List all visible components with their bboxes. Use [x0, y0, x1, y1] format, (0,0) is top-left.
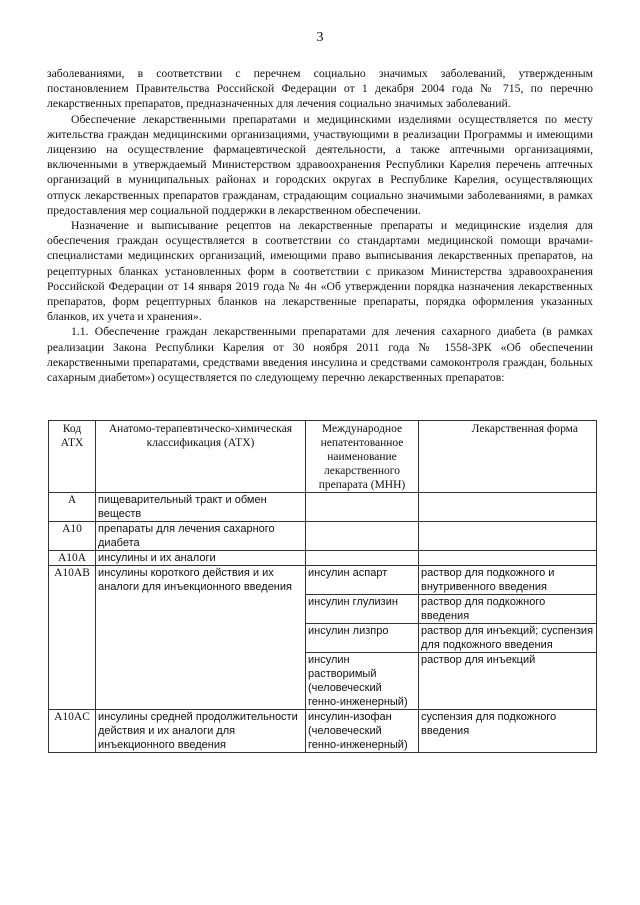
form-cell — [419, 522, 597, 551]
atc-code: A10A — [49, 551, 96, 566]
atc-name: инсулины и их аналоги — [96, 551, 306, 566]
inn-cell — [306, 493, 419, 522]
dosage-form: раствор для подкожного и внутривенного введения — [419, 566, 597, 595]
inn-cell — [306, 551, 419, 566]
dosage-form: суспензия для подкожного введения — [419, 710, 597, 753]
table-row — [49, 710, 597, 753]
drug-list-table — [48, 420, 597, 753]
body-text — [47, 66, 593, 385]
page-number: 3 — [316, 30, 324, 45]
inn-name: инсулин глулизин — [306, 595, 419, 624]
table-header-row — [49, 421, 597, 493]
form-cell — [419, 493, 597, 522]
dosage-form: раствор для инъекций; суспензия для подкожного введения — [419, 624, 597, 653]
atc-code: А — [49, 493, 96, 522]
atc-code: A10AB — [49, 566, 96, 710]
header-inn: Международное непатентованное наименование лекарственного препарата (МНН) — [306, 421, 419, 493]
paragraph-4: 1.1. Обеспечение граждан лекарственными препаратами для лечения сахарного диабета (в рамках реализации Закона Республики Карелия от 30 ноября 2011 года № 1558-ЗРК «Об обеспечении лекарственными препаратами, средствами введения инсулина и средствами самоконтроля граждан, больных сахарным диабетом») осуществляется по следующему перечню лекарственных препаратов: — [47, 325, 593, 385]
paragraph-3: Назначение и выписывание рецептов на лекарственные препараты и медицинские изделия для обеспечения граждан осуществляется в соответствии со стандартами медицинской помощи врачами-специалистами медицинских организаций, имеющими право выписывания лекарственных препаратов, на рецептурных бланках установленных форм в соответствии с приказом Министерства здравоохранения Российской Федерации от 14 января 2019 года № 4н «Об утверждении порядка назначения лекарственных препаратов, форм рецептурных бланков на лекарственные препараты, порядка оформления указанных бланков, их учета и хранения». — [47, 219, 593, 324]
table-row — [49, 522, 597, 551]
dosage-form: раствор для подкожного введения — [419, 595, 597, 624]
inn-name: инсулин аспарт — [306, 566, 419, 595]
dosage-form: раствор для инъекций — [419, 653, 597, 710]
inn-name: инсулин растворимый (человеческий генно-инженерный) — [306, 653, 419, 710]
header-form: Лекарственная форма — [419, 421, 597, 493]
table-row — [49, 493, 597, 522]
inn-name: инсулин лизпро — [306, 624, 419, 653]
header-atc: Анатомо-терапевтическо-химическая классификация (АТХ) — [96, 421, 306, 493]
atc-name: пищеварительный тракт и обмен веществ — [96, 493, 306, 522]
inn-name: инсулин-изофан (человеческий генно-инженерный) — [306, 710, 419, 753]
atc-name: инсулины средней продолжительности действия и их аналоги для инъекционного введения — [96, 710, 306, 753]
inn-cell — [306, 522, 419, 551]
atc-name: инсулины короткого действия и их аналоги для инъекционного введения — [96, 566, 306, 710]
table-row — [49, 566, 597, 595]
table-row — [49, 551, 597, 566]
paragraph-2: Обеспечение лекарственными препаратами и медицинскими изделиями осуществляется по месту жительства граждан медицинскими организациями, участвующими в реализации Программы и имеющими лицензию на осуществление фармацевтической деятельности, а также аптечными организациями, включенными в утверждаемый Министерством здравоохранения Республики Карелия перечень аптечных организаций в муниципальных районах и городских округах в Республике Карелия, осуществляющих отпуск лекарственных препаратов гражданам, страдающим социально значимыми заболеваниями, в рамках предоставления мер социальной поддержки в лекарственном обеспечении. — [47, 112, 593, 217]
atc-code: A10 — [49, 522, 96, 551]
form-cell — [419, 551, 597, 566]
atc-name: препараты для лечения сахарного диабета — [96, 522, 306, 551]
atc-code: A10AC — [49, 710, 96, 753]
paragraph-1: заболеваниями, в соответствии с перечнем социально значимых заболеваний, утвержденным постановлением Правительства Российской Федерации от 1 декабря 2004 года № 715, по перечню лекарственных препаратов, предназначенных для лечения социально значимых заболеваний. — [47, 67, 593, 111]
header-code: Код АТХ — [49, 421, 96, 493]
